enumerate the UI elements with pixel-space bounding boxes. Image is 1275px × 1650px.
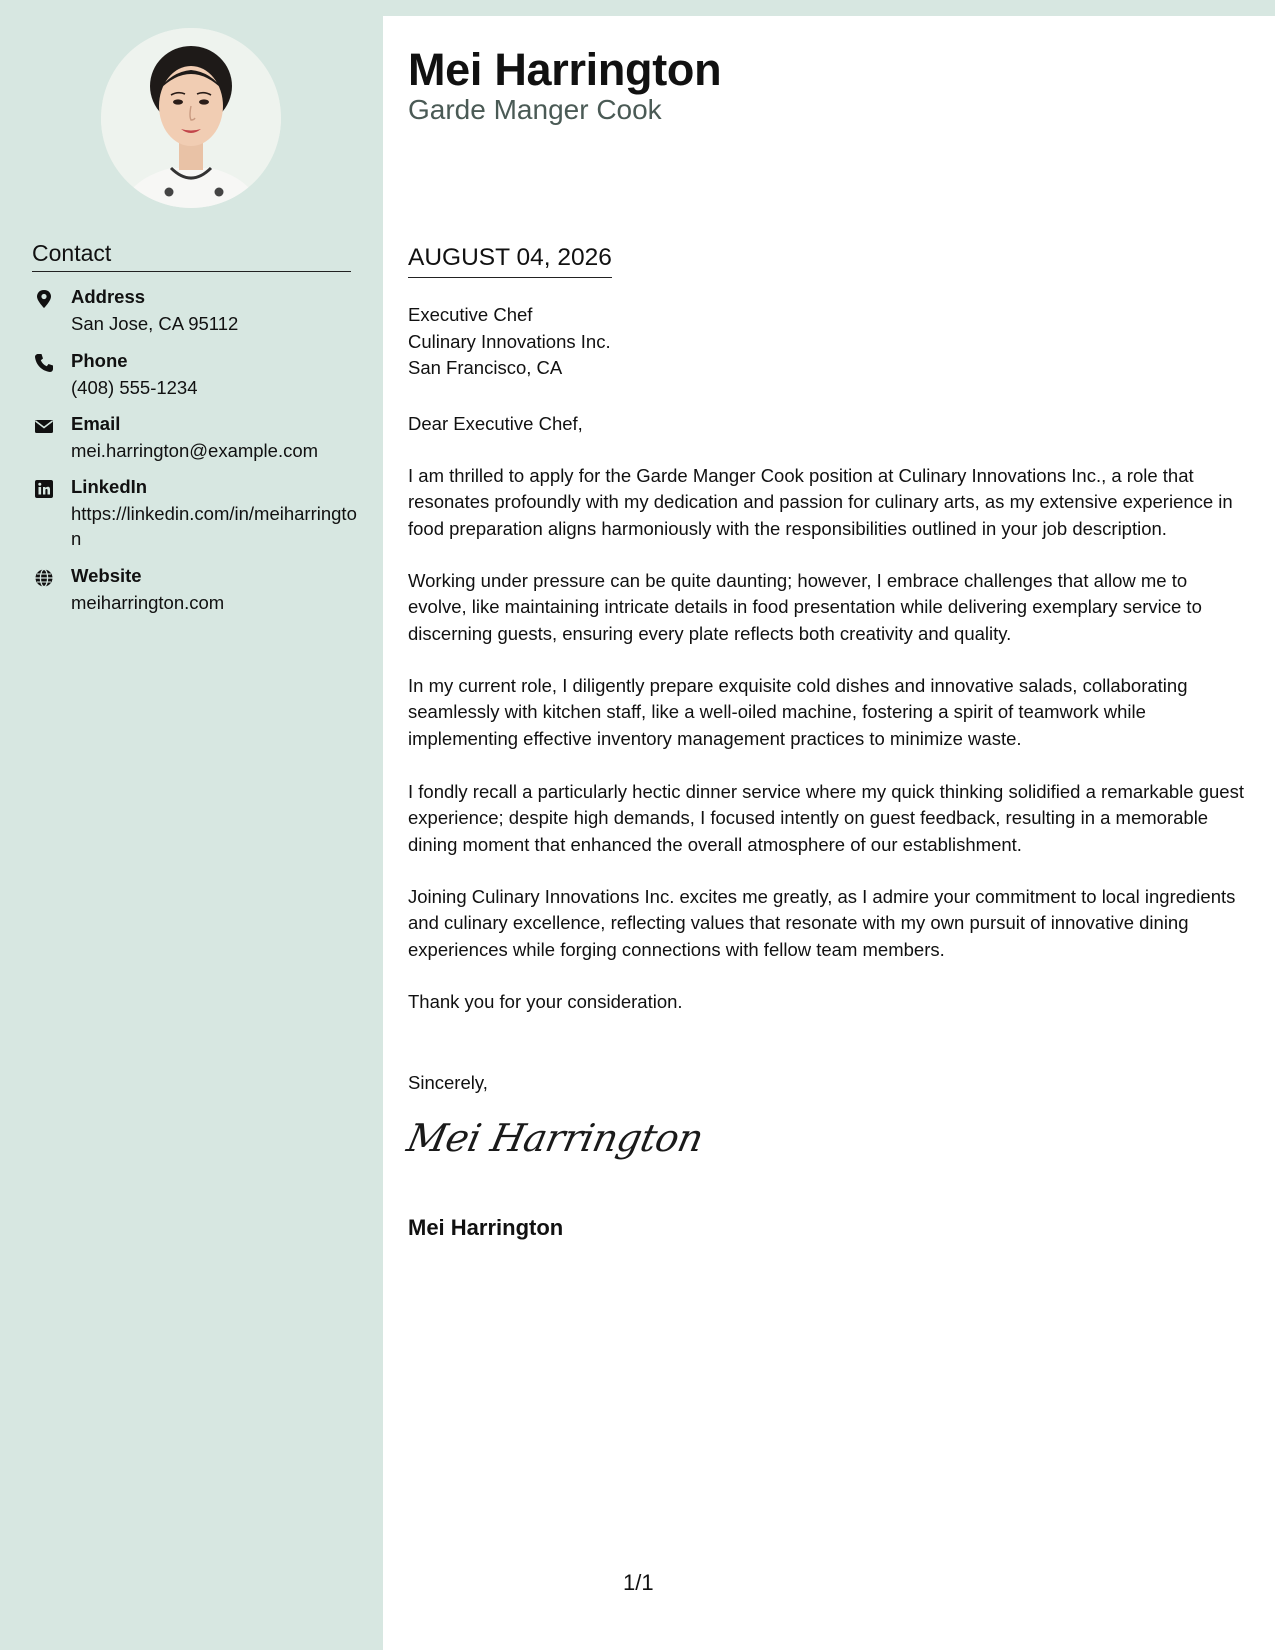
location-pin-icon xyxy=(34,289,54,309)
paragraph: I fondly recall a particularly hectic dinner service where my quick thinking solidified a remarkable guest experience; despite high demands, I focused intently on guest feedback, resulting in a memorable dining moment that enhanced the overall atmosphere of our establishment. xyxy=(408,781,1244,855)
sidebar xyxy=(0,0,383,1650)
envelope-icon xyxy=(34,416,54,436)
applicant-role: Garde Manger Cook xyxy=(408,94,662,125)
signature: Mei Harrington xyxy=(403,1116,708,1160)
profile-photo xyxy=(101,28,281,208)
letter-date: AUGUST 04, 2026 xyxy=(408,244,612,278)
signer-name: Mei Harrington xyxy=(408,1215,564,1240)
paragraph: Joining Culinary Innovations Inc. excites me greatly, as I admire your commitment to local ingredients and culinary excellence, reflecting values that resonate with my own pursuit of innovative dining experiences while forging connections with fellow team members. xyxy=(408,886,1236,960)
paragraph: Thank you for your consideration. xyxy=(408,991,683,1012)
salutation: Dear Executive Chef, xyxy=(408,413,583,434)
linkedin-icon xyxy=(34,479,54,499)
page-number: 1/1 xyxy=(623,1570,654,1595)
contact-heading: Contact xyxy=(32,240,351,272)
contact-value: (408) 555-1234 xyxy=(71,377,198,398)
contact-label: Website xyxy=(71,565,142,586)
contact-label: Address xyxy=(71,286,146,307)
recipient-block xyxy=(408,302,611,382)
contact-label: Phone xyxy=(71,350,128,371)
contact-value: San Jose, CA 95112 xyxy=(71,313,239,334)
recipient-line: San Francisco, CA xyxy=(408,357,563,378)
paragraph: I am thrilled to apply for the Garde Manger Cook position at Culinary Innovations Inc., a role that resonates profoundly with my dedication and passion for culinary arts, as my extensive experience in food preparation aligns harmoniously with the responsibilities outlined in your job description. xyxy=(408,465,1233,539)
recipient-line: Executive Chef xyxy=(408,304,533,325)
applicant-name: Mei Harrington xyxy=(408,44,722,95)
recipient-line: Culinary Innovations Inc. xyxy=(408,330,611,352)
contact-value[interactable]: https://linkedin.com/in/meiharrington xyxy=(71,503,357,549)
paragraph: In my current role, I diligently prepare exquisite cold dishes and innovative salads, collaborating seamlessly with kitchen staff, like a well-oiled machine, fostering a spirit of teamwork while implementing effective inventory management practices to minimize waste. xyxy=(408,675,1188,749)
contact-label: LinkedIn xyxy=(71,476,148,497)
contact-value[interactable]: meiharrington.com xyxy=(71,592,225,613)
contact-value[interactable]: mei.harrington@example.com xyxy=(71,440,319,461)
letter-body xyxy=(383,16,1275,1650)
closing: Sincerely, xyxy=(408,1072,488,1093)
contact-label: Email xyxy=(71,413,121,434)
globe-icon xyxy=(34,568,54,588)
phone-icon xyxy=(34,353,54,373)
paragraph: Working under pressure can be quite daunting; however, I embrace challenges that allow me to evolve, like maintaining intricate details in food presentation while delivering exemplary service to discerning guests, ensuring every plate reflects both creativity and quality. xyxy=(408,570,1202,644)
